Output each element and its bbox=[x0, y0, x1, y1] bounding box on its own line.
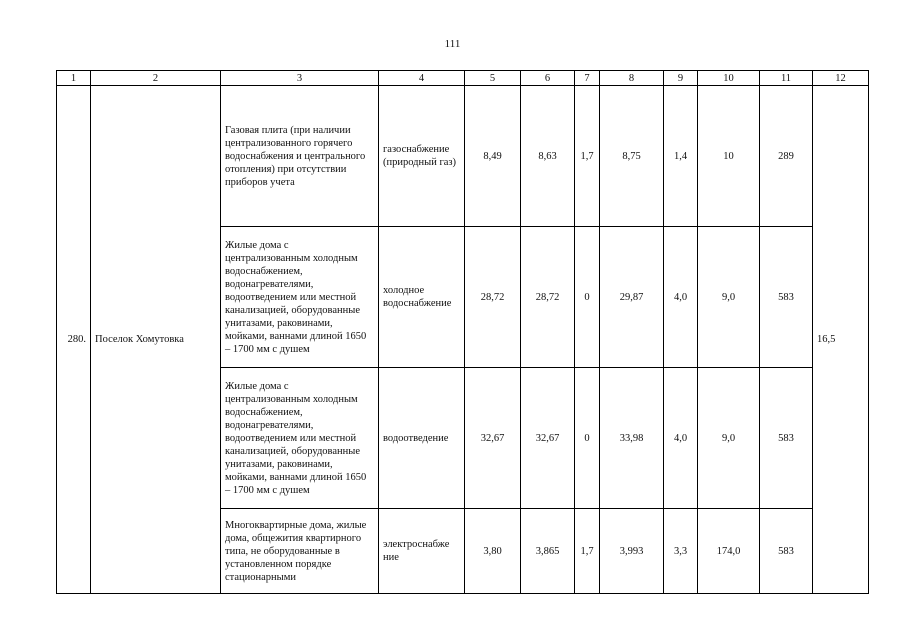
value-col-7: 1,7 bbox=[575, 509, 600, 594]
service-cell: холодное водоснабжение bbox=[379, 227, 465, 368]
header-col-9: 9 bbox=[664, 71, 698, 86]
value-col-11: 583 bbox=[760, 368, 813, 509]
description-cell: Жилые дома с централизованным холодным водоснабжением, водонагревателями, водоотведением или местной канализацией, оборудованные унитазами, раковинами, мойками, ваннами длиной 1650 – 1700 мм с душем bbox=[221, 368, 379, 509]
value-col-9: 4,0 bbox=[664, 368, 698, 509]
header-col-12: 12 bbox=[813, 71, 869, 86]
header-col-3: 3 bbox=[221, 71, 379, 86]
header-col-1: 1 bbox=[57, 71, 91, 86]
header-col-5: 5 bbox=[465, 71, 521, 86]
value-col-10: 9,0 bbox=[698, 227, 760, 368]
value-col-12: 16,5 bbox=[813, 86, 869, 594]
value-col-5: 32,67 bbox=[465, 368, 521, 509]
value-col-6: 8,63 bbox=[521, 86, 575, 227]
value-col-10: 174,0 bbox=[698, 509, 760, 594]
header-col-4: 4 bbox=[379, 71, 465, 86]
header-col-2: 2 bbox=[91, 71, 221, 86]
service-cell: газоснабжение (природный газ) bbox=[379, 86, 465, 227]
settlement-name: Поселок Хомутовка bbox=[91, 86, 221, 594]
value-col-9: 1,4 bbox=[664, 86, 698, 227]
value-col-5: 28,72 bbox=[465, 227, 521, 368]
value-col-6: 32,67 bbox=[521, 368, 575, 509]
value-col-9: 4,0 bbox=[664, 227, 698, 368]
value-col-7: 1,7 bbox=[575, 86, 600, 227]
value-col-8: 3,993 bbox=[600, 509, 664, 594]
value-col-11: 289 bbox=[760, 86, 813, 227]
value-col-10: 10 bbox=[698, 86, 760, 227]
page-number: 111 bbox=[444, 38, 461, 50]
header-col-8: 8 bbox=[600, 71, 664, 86]
description-cell: Газовая плита (при наличии централизованного горячего водоснабжения и центрального отопления) при отсутствии приборов учета bbox=[221, 86, 379, 227]
tariff-table bbox=[56, 70, 869, 594]
description-cell: Многоквартирные дома, жилые дома, общежития квартирного типа, не оборудованные в установленном порядке стационарными bbox=[221, 509, 379, 594]
header-row bbox=[57, 71, 869, 86]
value-col-11: 583 bbox=[760, 227, 813, 368]
value-col-5: 3,80 bbox=[465, 509, 521, 594]
value-col-6: 28,72 bbox=[521, 227, 575, 368]
value-col-8: 29,87 bbox=[600, 227, 664, 368]
value-col-10: 9,0 bbox=[698, 368, 760, 509]
value-col-8: 33,98 bbox=[600, 368, 664, 509]
row-number: 280. bbox=[57, 86, 91, 594]
value-col-8: 8,75 bbox=[600, 86, 664, 227]
header-col-10: 10 bbox=[698, 71, 760, 86]
service-cell: электроснабже ние bbox=[379, 509, 465, 594]
value-col-6: 3,865 bbox=[521, 509, 575, 594]
table-row bbox=[57, 86, 869, 227]
service-cell: водоотведение bbox=[379, 368, 465, 509]
description-cell: Жилые дома с централизованным холодным водоснабжением, водонагревателями, водоотведением или местной канализацией, оборудованные унитазами, раковинами, мойками, ваннами длиной 1650 – 1700 мм с душем bbox=[221, 227, 379, 368]
value-col-11: 583 bbox=[760, 509, 813, 594]
value-col-7: 0 bbox=[575, 368, 600, 509]
value-col-9: 3,3 bbox=[664, 509, 698, 594]
value-col-7: 0 bbox=[575, 227, 600, 368]
header-col-7: 7 bbox=[575, 71, 600, 86]
value-col-5: 8,49 bbox=[465, 86, 521, 227]
header-col-11: 11 bbox=[760, 71, 813, 86]
header-col-6: 6 bbox=[521, 71, 575, 86]
